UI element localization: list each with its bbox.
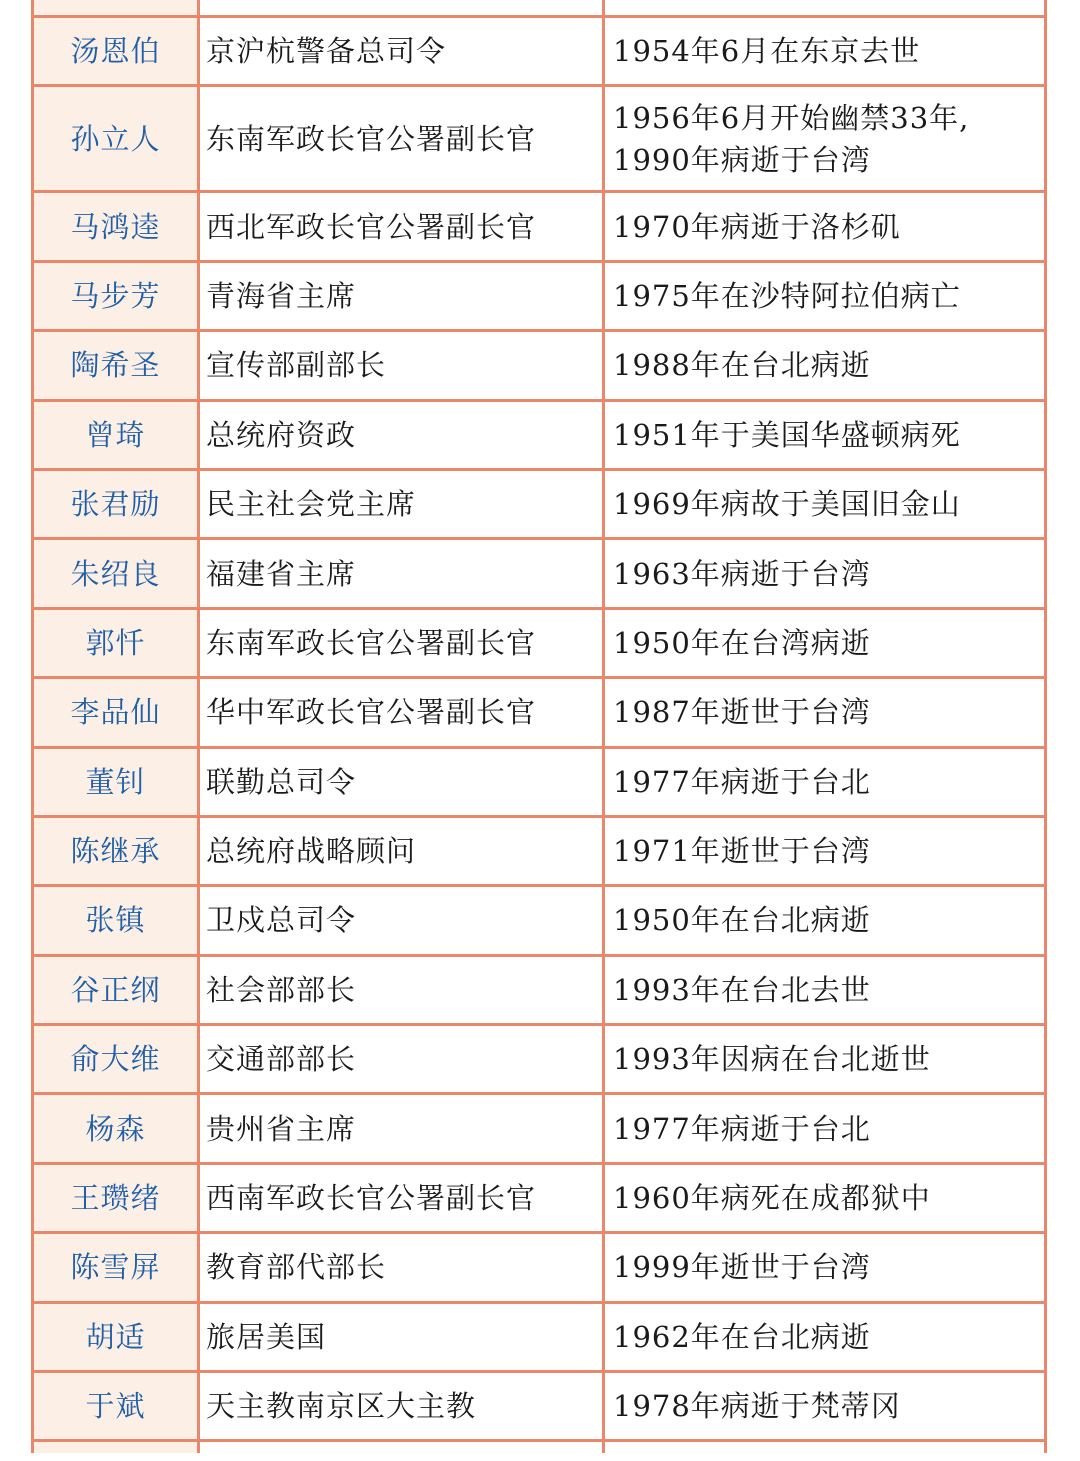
post-cell: 贵州省主席 xyxy=(200,1095,605,1161)
name-cell: 董钊 xyxy=(34,749,200,815)
table-bottom-strip xyxy=(34,1442,1044,1453)
post-cell: 天主教南京区大主教 xyxy=(200,1373,605,1439)
name-cell: 俞大维 xyxy=(34,1026,200,1092)
fate-cell xyxy=(605,749,1044,815)
name-cell: 曾琦 xyxy=(34,402,200,468)
fate-line: 1978年病逝于梵蒂冈 xyxy=(613,1389,901,1424)
table-row xyxy=(34,749,1044,818)
fate-cell xyxy=(605,887,1044,953)
fate-line: 1954年6月在东京去世 xyxy=(613,34,921,69)
fate-cell xyxy=(605,1026,1044,1092)
name-cell: 陈继承 xyxy=(34,818,200,884)
fate-line: 1963年病逝于台湾 xyxy=(613,556,871,591)
fate-line: 1987年逝世于台湾 xyxy=(613,695,871,730)
table-row xyxy=(34,610,1044,679)
table-row xyxy=(34,679,1044,748)
post-cell: 交通部部长 xyxy=(200,1026,605,1092)
table-row xyxy=(34,18,1044,87)
table-row xyxy=(34,818,1044,887)
name-cell: 于斌 xyxy=(34,1373,200,1439)
officials-table xyxy=(31,0,1047,1453)
table-row xyxy=(34,1234,1044,1303)
fate-line: 1999年逝世于台湾 xyxy=(613,1250,871,1285)
fate-cell xyxy=(605,1373,1044,1439)
post-cell: 西南军政长官公署副长官 xyxy=(200,1165,605,1231)
fate-line: 1956年6月开始幽禁33年, xyxy=(613,100,970,135)
table-row xyxy=(34,193,1044,262)
post-cell: 宣传部副部长 xyxy=(200,332,605,398)
post-cell: 卫戍总司令 xyxy=(200,887,605,953)
fate-line: 1993年在台北去世 xyxy=(613,972,871,1007)
fate-cell xyxy=(605,610,1044,676)
fate-cell xyxy=(605,471,1044,537)
table-row xyxy=(34,471,1044,540)
name-cell: 杨森 xyxy=(34,1095,200,1161)
fate-line: 1988年在台北病逝 xyxy=(613,348,871,383)
table-body xyxy=(34,18,1044,1442)
post-cell: 总统府资政 xyxy=(200,402,605,468)
fate-cell xyxy=(605,957,1044,1023)
name-cell: 汤恩伯 xyxy=(34,18,200,84)
fate-line: 1977年病逝于台北 xyxy=(613,764,871,799)
fate-cell xyxy=(605,818,1044,884)
name-cell: 陶希圣 xyxy=(34,332,200,398)
fate-cell xyxy=(605,402,1044,468)
fate-cell xyxy=(605,1304,1044,1370)
fate-line: 1971年逝世于台湾 xyxy=(613,834,871,869)
table-row xyxy=(34,1165,1044,1234)
fate-cell xyxy=(605,18,1044,84)
name-cell: 胡适 xyxy=(34,1304,200,1370)
name-cell: 孙立人 xyxy=(34,87,200,190)
post-cell: 福建省主席 xyxy=(200,540,605,606)
post-cell: 东南军政长官公署副长官 xyxy=(200,610,605,676)
name-cell: 马步芳 xyxy=(34,263,200,329)
name-cell: 马鸿逵 xyxy=(34,193,200,259)
fate-cell xyxy=(605,87,1044,190)
table-row xyxy=(34,87,1044,193)
name-cell: 陈雪屏 xyxy=(34,1234,200,1300)
table-row xyxy=(34,1095,1044,1164)
table-row xyxy=(34,1304,1044,1373)
post-cell: 民主社会党主席 xyxy=(200,471,605,537)
post-cell: 联勤总司令 xyxy=(200,749,605,815)
fate-line: 1990年病逝于台湾 xyxy=(613,142,871,177)
table-row xyxy=(34,263,1044,332)
fate-cell xyxy=(605,679,1044,745)
table-row xyxy=(34,957,1044,1026)
fate-line: 1993年因病在台北逝世 xyxy=(613,1042,931,1077)
post-cell: 京沪杭警备总司令 xyxy=(200,18,605,84)
name-cell: 谷正纲 xyxy=(34,957,200,1023)
table-row xyxy=(34,887,1044,956)
post-cell: 西北军政长官公署副长官 xyxy=(200,193,605,259)
fate-line: 1951年于美国华盛顿病死 xyxy=(613,417,961,452)
name-cell: 李品仙 xyxy=(34,679,200,745)
fate-line: 1977年病逝于台北 xyxy=(613,1111,871,1146)
post-cell: 总统府战略顾问 xyxy=(200,818,605,884)
post-cell: 青海省主席 xyxy=(200,263,605,329)
table-row xyxy=(34,1373,1044,1442)
fate-cell xyxy=(605,193,1044,259)
post-cell: 旅居美国 xyxy=(200,1304,605,1370)
fate-cell xyxy=(605,1234,1044,1300)
name-cell: 郭忏 xyxy=(34,610,200,676)
fate-cell xyxy=(605,1095,1044,1161)
fate-line: 1970年病逝于洛杉矶 xyxy=(613,209,901,244)
name-cell: 王瓒绪 xyxy=(34,1165,200,1231)
fate-line: 1950年在台北病逝 xyxy=(613,903,871,938)
table-row xyxy=(34,332,1044,401)
table-row xyxy=(34,402,1044,471)
post-cell: 东南军政长官公署副长官 xyxy=(200,87,605,190)
fate-cell xyxy=(605,332,1044,398)
fate-line: 1962年在台北病逝 xyxy=(613,1319,871,1354)
table-top-strip xyxy=(34,0,1044,18)
fate-line: 1950年在台湾病逝 xyxy=(613,625,871,660)
fate-cell xyxy=(605,1165,1044,1231)
table-row xyxy=(34,1026,1044,1095)
post-cell: 华中军政长官公署副长官 xyxy=(200,679,605,745)
fate-line: 1975年在沙特阿拉伯病亡 xyxy=(613,278,961,313)
fate-line: 1969年病故于美国旧金山 xyxy=(613,487,961,522)
fate-cell xyxy=(605,263,1044,329)
post-cell: 社会部部长 xyxy=(200,957,605,1023)
fate-cell xyxy=(605,540,1044,606)
fate-line: 1960年病死在成都狱中 xyxy=(613,1181,931,1216)
name-cell: 朱绍良 xyxy=(34,540,200,606)
post-cell: 教育部代部长 xyxy=(200,1234,605,1300)
name-cell: 张镇 xyxy=(34,887,200,953)
name-cell: 张君励 xyxy=(34,471,200,537)
table-row xyxy=(34,540,1044,609)
